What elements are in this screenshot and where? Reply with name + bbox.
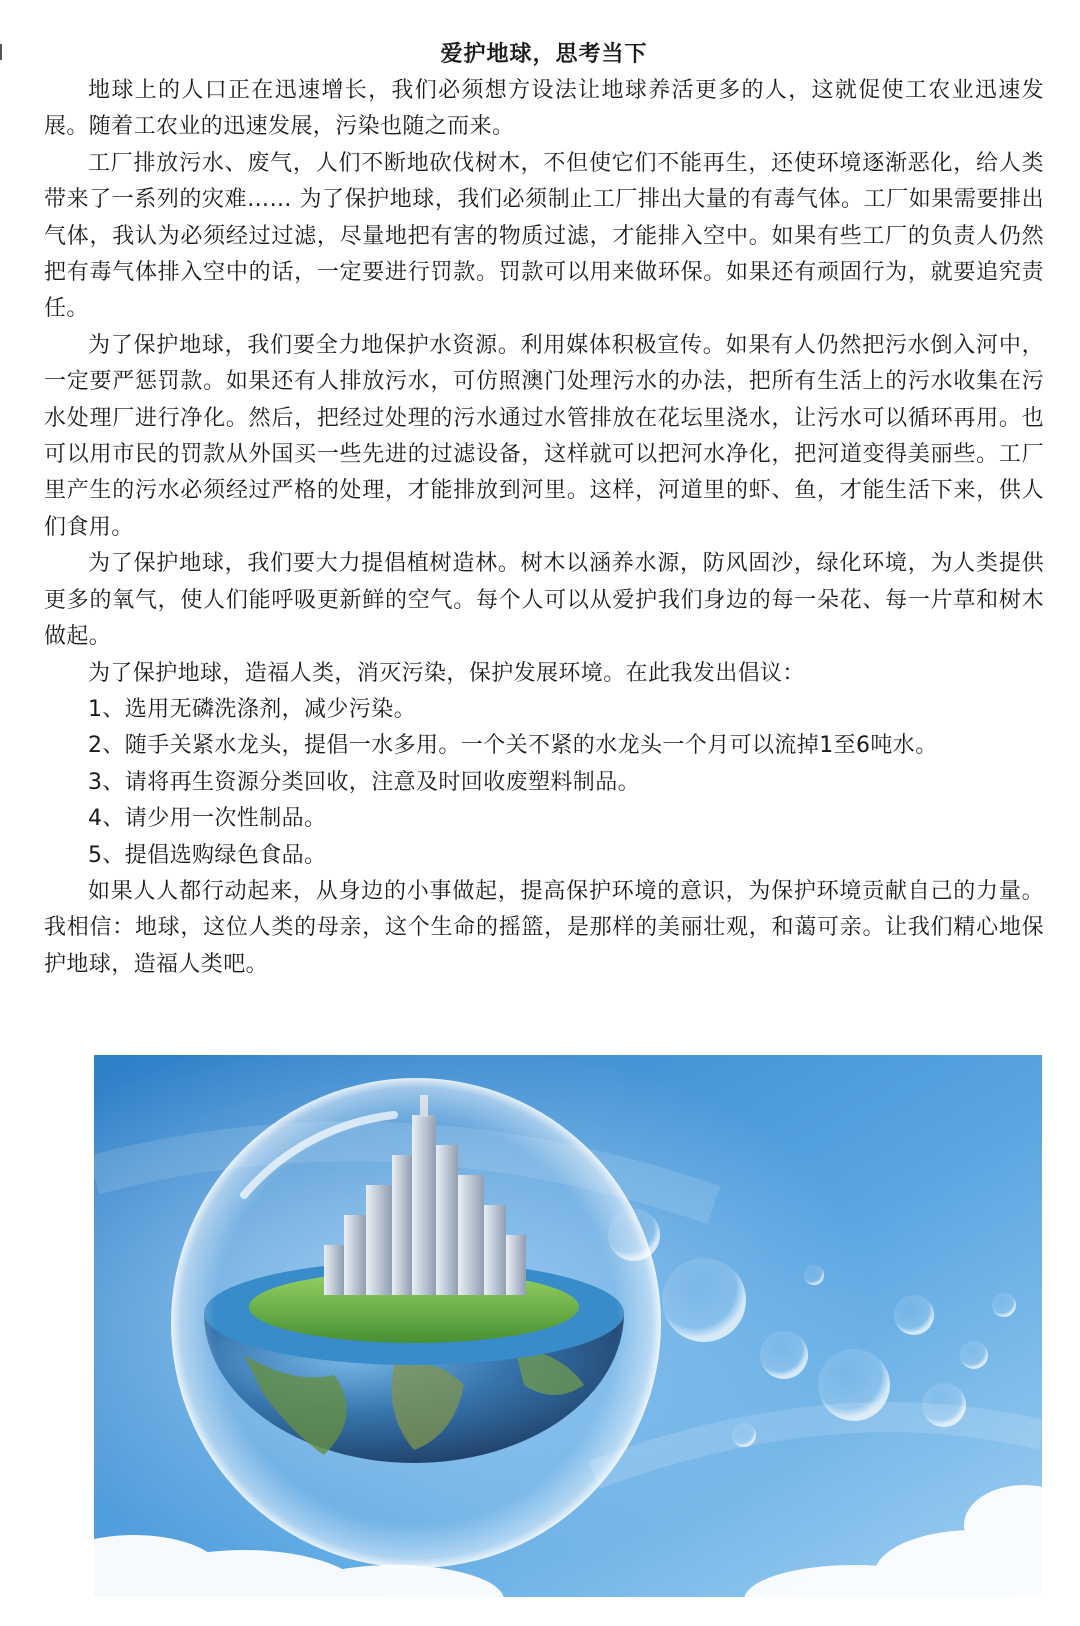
proposal-item-2: 2、随手关紧水龙头，提倡一水多用。一个关不紧的水龙头一个月可以流掉1至6吨水。 xyxy=(88,733,938,759)
paragraph-water: 为了保护地球，我们要全力地保护水资源。利用媒体积极宣传。如果有人仍然把污水倒入河中，一定要严惩罚款。如果还有人排放污水，可仿照澳门处理污水的办法，把所有生活上的污水收集在污水处理厂进行净化。然后，把经过处理的污水通过水管排放在花坛里浇水，让污水可以循环再用。也可以用市民的罚款从外国买一些先进的过滤设备，这样就可以把河水净化，把河道变得美丽些。工厂里产生的污水必须经过严格的处理，才能排放到河里。这样，河道里的虾、鱼，才能生活下来，供人们食用。 xyxy=(44,332,1044,540)
paragraph-air-pollution: 工厂排放污水、废气，人们不断地砍伐树木，不但使它们不能再生，还使环境逐渐恶化，给人类带来了一系列的灾难…… 为了保护地球，我们必须制止工厂排出大量的有毒气体。工厂如果需要排出气体，我认为必须经过过滤，尽量地把有害的物质过滤，才能排入空中。如果有些工厂的负责人仍然把有毒气体排入空中的话，一定要进行罚款。罚款可以用来做环保。如果还有顽固行为，就要追究责任。 xyxy=(44,150,1044,322)
paragraph-proposal: 为了保护地球，造福人类，消灭污染，保护发展环境。在此我发出倡议： xyxy=(88,660,805,686)
proposal-item-4: 4、请少用一次性制品。 xyxy=(88,806,327,832)
article xyxy=(44,38,1044,983)
earth-in-bubble-icon xyxy=(94,1055,1042,1597)
article-title: 爱护地球，思考当下 xyxy=(440,42,648,67)
proposal-item-1: 1、选用无磷洗涤剂，减少污染。 xyxy=(88,696,416,722)
page-edge-mark xyxy=(0,44,2,60)
paragraph-trees: 为了保护地球，我们要大力提倡植树造林。树木以涵养水源，防风固沙，绿化环境，为人类提供更多的氧气，使人们能呼吸更新鲜的空气。每个人可以从爱护我们身边的每一朵花、每一片草和树木做起。 xyxy=(44,551,1044,650)
proposal-item-5: 5、提倡选购绿色食品。 xyxy=(88,842,327,868)
paragraph-intro: 地球上的人口正在迅速增长，我们必须想方设法让地球养活更多的人，这就促使工农业迅速发展。随着工农业的迅速发展，污染也随之而来。 xyxy=(44,78,1044,140)
proposal-item-3: 3、请将再生资源分类回收，注意及时回收废塑料制品。 xyxy=(88,769,640,795)
paragraph-conclusion: 如果人人都行动起来，从身边的小事做起，提高保护环境的意识，为保护环境贡献自己的力量。我相信：地球，这位人类的母亲，这个生命的摇篮，是那样的美丽壮观，和蔼可亲。让我们精心地保护地球，造福人类吧。 xyxy=(44,878,1044,977)
earth-bubble-illustration xyxy=(94,1055,1042,1597)
